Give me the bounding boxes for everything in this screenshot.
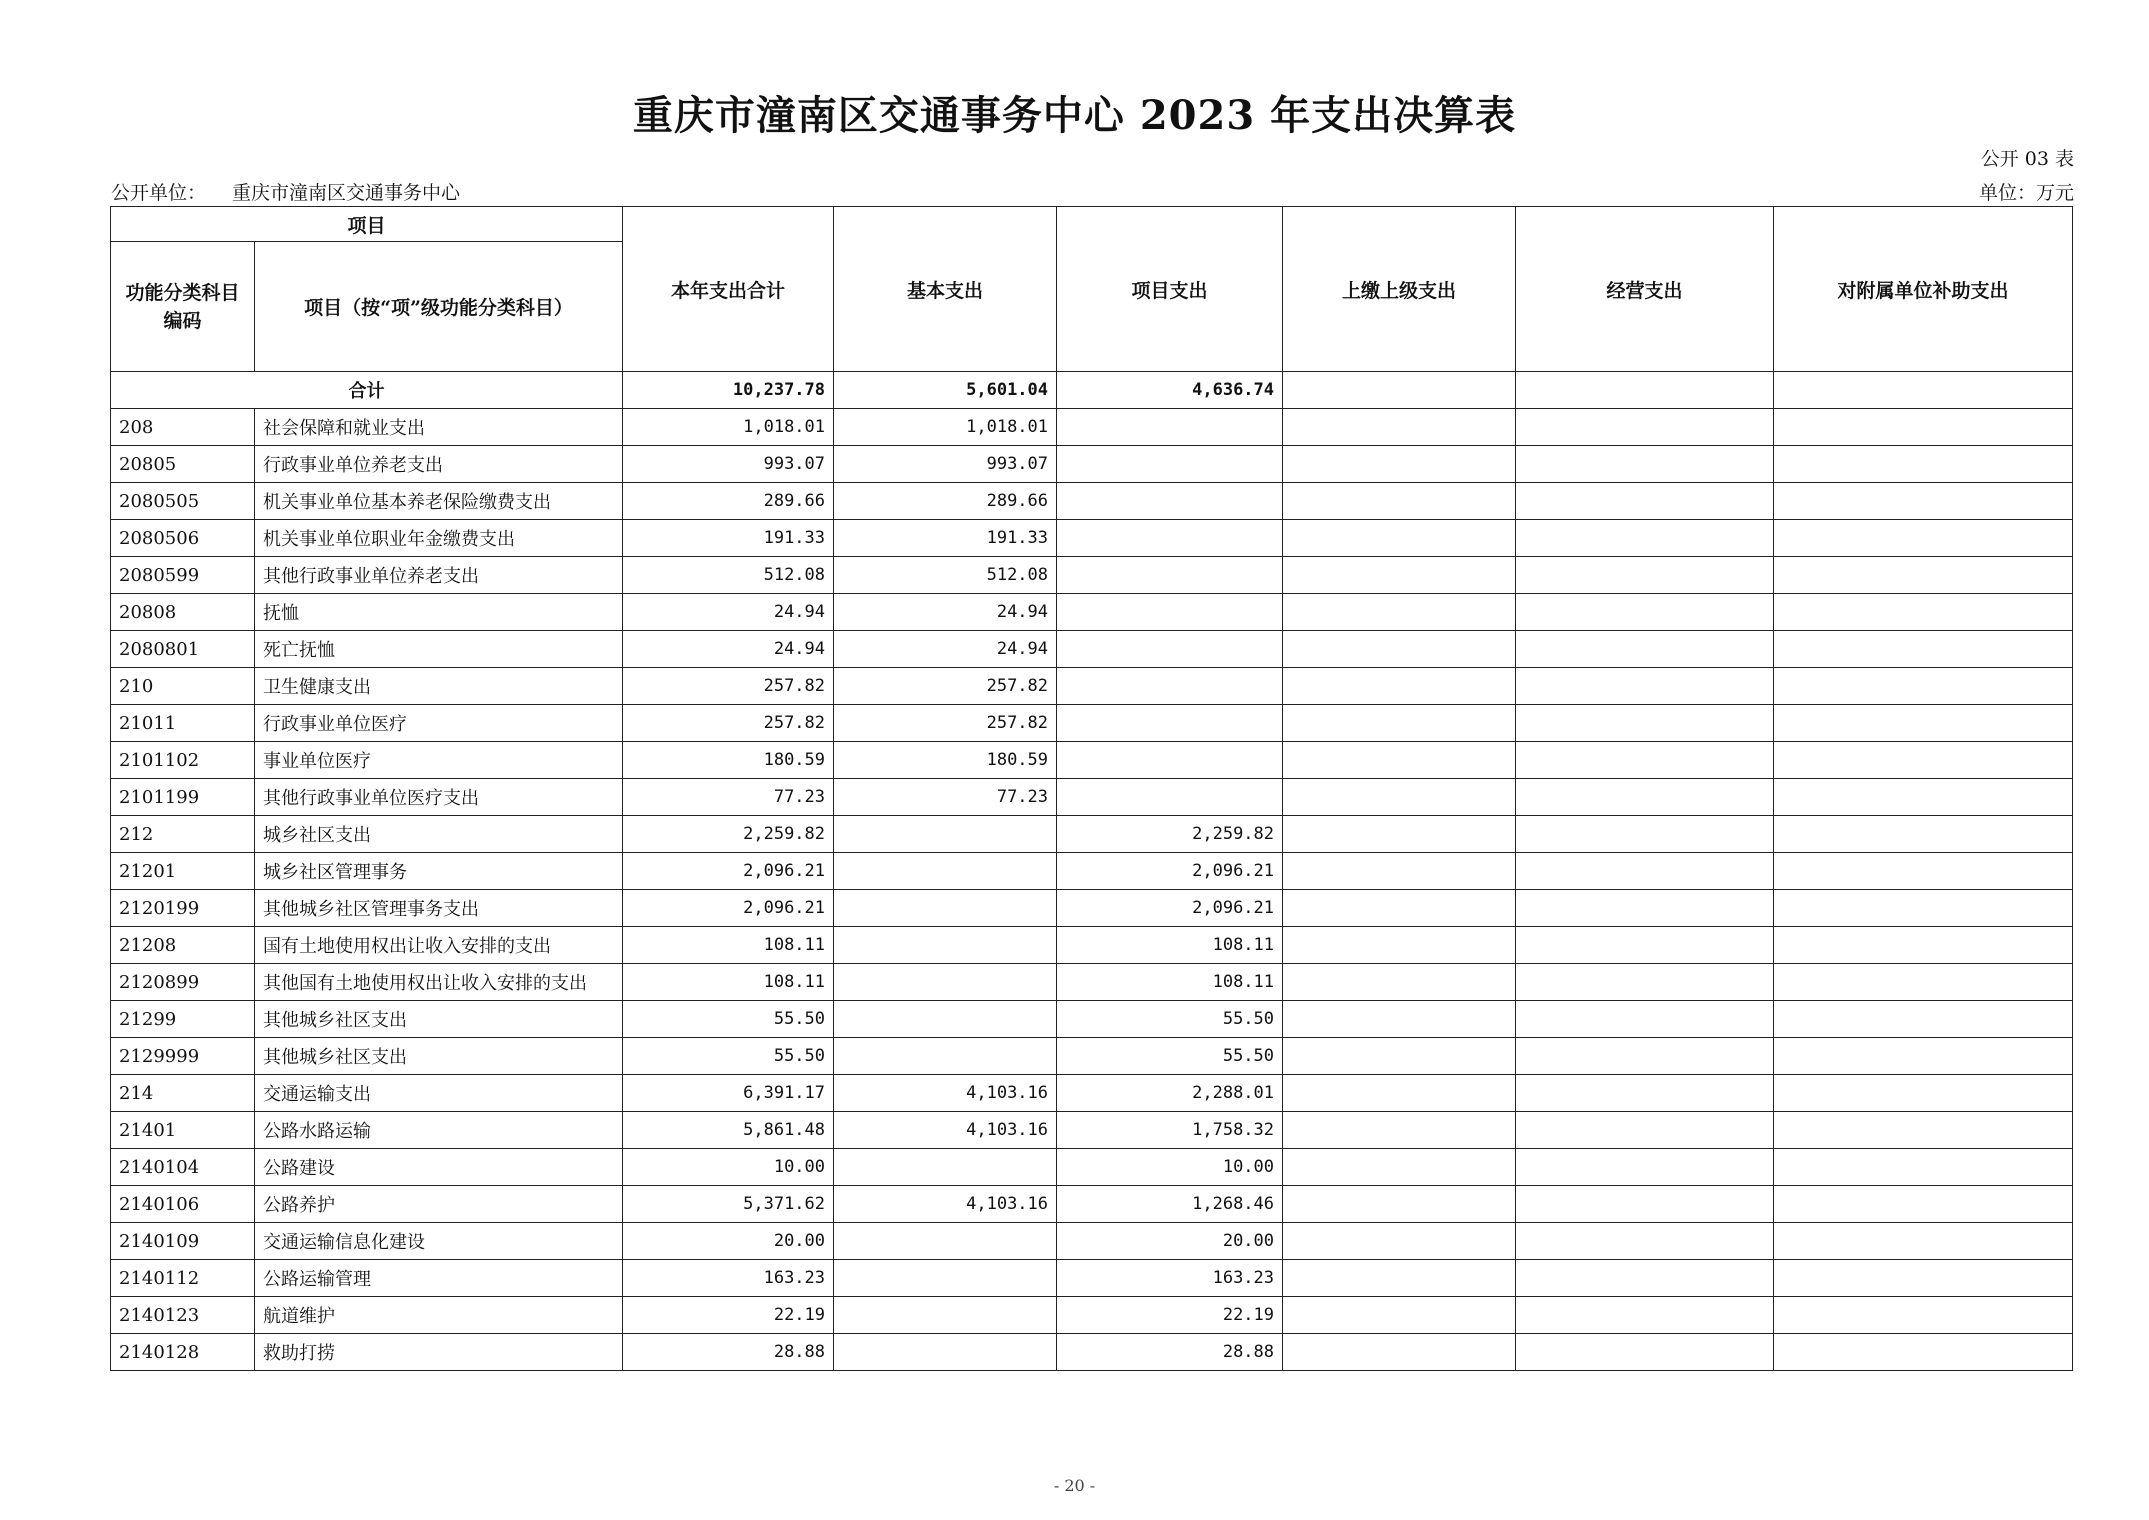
row-business [1516, 1038, 1774, 1075]
row-name: 抚恤 [255, 594, 623, 631]
row-business [1516, 779, 1774, 816]
table-row [111, 483, 2073, 520]
row-upper [1283, 779, 1516, 816]
header-code: 功能分类科目编码 [111, 242, 255, 372]
row-name: 救助打捞 [255, 1334, 623, 1371]
publishing-unit-name: 重庆市潼南区交通事务中心 [232, 182, 461, 204]
row-name: 其他城乡社区支出 [255, 1001, 623, 1038]
row-project: 2,096.21 [1057, 853, 1283, 890]
row-code: 2140112 [111, 1260, 255, 1297]
table-row [111, 853, 2073, 890]
row-code: 2120899 [111, 964, 255, 1001]
row-total: 993.07 [623, 446, 834, 483]
row-name: 城乡社区管理事务 [255, 853, 623, 890]
row-name: 事业单位医疗 [255, 742, 623, 779]
page-number: - 20 - [1053, 1476, 1096, 1495]
row-basic: 257.82 [834, 668, 1057, 705]
row-project [1057, 705, 1283, 742]
publishing-unit [111, 178, 486, 205]
row-project: 10.00 [1057, 1149, 1283, 1186]
table-row [111, 890, 2073, 927]
row-basic [834, 1334, 1057, 1371]
row-subsidy [1774, 1260, 2073, 1297]
table-row [111, 520, 2073, 557]
row-upper [1283, 853, 1516, 890]
row-basic [834, 1260, 1057, 1297]
row-basic: 24.94 [834, 594, 1057, 631]
row-project: 108.11 [1057, 927, 1283, 964]
table-row [111, 1149, 2073, 1186]
row-total: 6,391.17 [623, 1075, 834, 1112]
row-basic: 180.59 [834, 742, 1057, 779]
row-project [1057, 520, 1283, 557]
row-total: 24.94 [623, 594, 834, 631]
row-project: 55.50 [1057, 1001, 1283, 1038]
table-row [111, 1112, 2073, 1149]
row-upper [1283, 557, 1516, 594]
row-basic: 191.33 [834, 520, 1057, 557]
row-upper [1283, 816, 1516, 853]
table-row [111, 1186, 2073, 1223]
row-subsidy [1774, 483, 2073, 520]
row-project: 2,259.82 [1057, 816, 1283, 853]
row-upper [1283, 1038, 1516, 1075]
row-basic [834, 853, 1057, 890]
row-subsidy [1774, 520, 2073, 557]
row-project: 28.88 [1057, 1334, 1283, 1371]
row-basic [834, 964, 1057, 1001]
row-total: 2,259.82 [623, 816, 834, 853]
row-business [1516, 742, 1774, 779]
row-basic [834, 890, 1057, 927]
row-total: 20.00 [623, 1223, 834, 1260]
row-name: 其他行政事业单位医疗支出 [255, 779, 623, 816]
row-total: 55.50 [623, 1038, 834, 1075]
row-upper [1283, 409, 1516, 446]
row-subsidy [1774, 1334, 2073, 1371]
row-subsidy [1774, 705, 2073, 742]
row-project [1057, 742, 1283, 779]
row-total: 22.19 [623, 1297, 834, 1334]
row-name: 其他城乡社区支出 [255, 1038, 623, 1075]
row-business [1516, 853, 1774, 890]
row-code: 21011 [111, 705, 255, 742]
row-code: 208 [111, 409, 255, 446]
row-subsidy [1774, 1038, 2073, 1075]
row-upper [1283, 668, 1516, 705]
expenditure-table [110, 206, 2073, 1371]
row-project [1057, 483, 1283, 520]
row-code: 21299 [111, 1001, 255, 1038]
row-name: 交通运输支出 [255, 1075, 623, 1112]
row-business [1516, 446, 1774, 483]
table-row [111, 1260, 2073, 1297]
table-row [111, 1334, 2073, 1371]
row-name: 公路水路运输 [255, 1112, 623, 1149]
row-upper [1283, 594, 1516, 631]
total-row [111, 372, 2073, 409]
row-business [1516, 964, 1774, 1001]
row-business [1516, 927, 1774, 964]
row-project: 163.23 [1057, 1260, 1283, 1297]
row-upper [1283, 964, 1516, 1001]
table-row [111, 779, 2073, 816]
header-business: 经营支出 [1516, 207, 1774, 372]
row-subsidy [1774, 557, 2073, 594]
money-unit: 单位：万元 [1978, 182, 2074, 204]
row-basic: 289.66 [834, 483, 1057, 520]
table-row [111, 1075, 2073, 1112]
row-business [1516, 594, 1774, 631]
row-code: 210 [111, 668, 255, 705]
row-total: 2,096.21 [623, 853, 834, 890]
row-business [1516, 705, 1774, 742]
row-business [1516, 409, 1774, 446]
row-code: 2140106 [111, 1186, 255, 1223]
row-project: 2,096.21 [1057, 890, 1283, 927]
row-total: 191.33 [623, 520, 834, 557]
table-row [111, 742, 2073, 779]
row-name: 机关事业单位职业年金缴费支出 [255, 520, 623, 557]
row-code: 2140128 [111, 1334, 255, 1371]
row-business [1516, 816, 1774, 853]
row-subsidy [1774, 1001, 2073, 1038]
row-code: 2140109 [111, 1223, 255, 1260]
row-subsidy [1774, 1075, 2073, 1112]
row-subsidy [1774, 779, 2073, 816]
row-subsidy [1774, 631, 2073, 668]
row-upper [1283, 927, 1516, 964]
row-basic [834, 1149, 1057, 1186]
row-basic: 512.08 [834, 557, 1057, 594]
header-project: 项目支出 [1057, 207, 1283, 372]
row-name: 公路建设 [255, 1149, 623, 1186]
row-business [1516, 890, 1774, 927]
row-subsidy [1774, 409, 2073, 446]
row-subsidy [1774, 1112, 2073, 1149]
row-total: 180.59 [623, 742, 834, 779]
row-project: 1,758.32 [1057, 1112, 1283, 1149]
row-subsidy [1774, 446, 2073, 483]
row-project: 2,288.01 [1057, 1075, 1283, 1112]
table-row [111, 927, 2073, 964]
table-row [111, 1223, 2073, 1260]
row-code: 21401 [111, 1112, 255, 1149]
row-upper [1283, 1297, 1516, 1334]
row-business [1516, 1075, 1774, 1112]
row-name: 其他行政事业单位养老支出 [255, 557, 623, 594]
row-code: 2080599 [111, 557, 255, 594]
total-upper [1283, 372, 1516, 409]
row-basic: 4,103.16 [834, 1112, 1057, 1149]
row-name: 行政事业单位养老支出 [255, 446, 623, 483]
row-business [1516, 1001, 1774, 1038]
row-business [1516, 483, 1774, 520]
row-total: 512.08 [623, 557, 834, 594]
row-project [1057, 557, 1283, 594]
total-subsidy [1774, 372, 2073, 409]
row-code: 21208 [111, 927, 255, 964]
row-upper [1283, 1112, 1516, 1149]
row-basic [834, 1223, 1057, 1260]
table-row [111, 1038, 2073, 1075]
row-basic: 257.82 [834, 705, 1057, 742]
row-code: 20808 [111, 594, 255, 631]
row-name: 死亡抚恤 [255, 631, 623, 668]
row-upper [1283, 1223, 1516, 1260]
row-business [1516, 520, 1774, 557]
row-subsidy [1774, 816, 2073, 853]
row-basic: 4,103.16 [834, 1186, 1057, 1223]
row-total: 1,018.01 [623, 409, 834, 446]
header-total: 本年支出合计 [623, 207, 834, 372]
row-upper [1283, 742, 1516, 779]
row-total: 257.82 [623, 705, 834, 742]
row-business [1516, 1260, 1774, 1297]
header-name: 项目（按“项”级功能分类科目） [255, 242, 623, 372]
row-basic [834, 1038, 1057, 1075]
row-subsidy [1774, 594, 2073, 631]
row-basic: 24.94 [834, 631, 1057, 668]
row-subsidy [1774, 1186, 2073, 1223]
row-business [1516, 1334, 1774, 1371]
table-row [111, 631, 2073, 668]
row-name: 交通运输信息化建设 [255, 1223, 623, 1260]
table-row [111, 816, 2073, 853]
publishing-unit-label: 公开单位： [111, 182, 207, 204]
total-business [1516, 372, 1774, 409]
page-title: 重庆市潼南区交通事务中心 2023 年支出决算表 [632, 92, 1517, 139]
row-basic: 77.23 [834, 779, 1057, 816]
row-project [1057, 446, 1283, 483]
table-row [111, 594, 2073, 631]
row-basic [834, 1001, 1057, 1038]
row-project: 20.00 [1057, 1223, 1283, 1260]
row-total: 5,861.48 [623, 1112, 834, 1149]
row-upper [1283, 1149, 1516, 1186]
row-name: 其他城乡社区管理事务支出 [255, 890, 623, 927]
row-business [1516, 1186, 1774, 1223]
row-total: 108.11 [623, 927, 834, 964]
row-name: 公路养护 [255, 1186, 623, 1223]
row-basic: 1,018.01 [834, 409, 1057, 446]
row-name: 机关事业单位基本养老保险缴费支出 [255, 483, 623, 520]
header-upper: 上缴上级支出 [1283, 207, 1516, 372]
row-upper [1283, 483, 1516, 520]
row-upper [1283, 1075, 1516, 1112]
table-row [111, 446, 2073, 483]
header-item-group: 项目 [111, 207, 623, 242]
row-subsidy [1774, 927, 2073, 964]
row-name: 其他国有土地使用权出让收入安排的支出 [255, 964, 623, 1001]
row-basic: 993.07 [834, 446, 1057, 483]
row-total: 289.66 [623, 483, 834, 520]
row-upper [1283, 1001, 1516, 1038]
row-code: 212 [111, 816, 255, 853]
row-total: 257.82 [623, 668, 834, 705]
row-upper [1283, 446, 1516, 483]
row-subsidy [1774, 964, 2073, 1001]
row-project [1057, 779, 1283, 816]
table-row [111, 668, 2073, 705]
row-business [1516, 668, 1774, 705]
row-project: 1,268.46 [1057, 1186, 1283, 1223]
row-project [1057, 409, 1283, 446]
total-sum: 10,237.78 [623, 372, 834, 409]
table-row [111, 705, 2073, 742]
form-number: 公开 03 表 [1980, 148, 2074, 170]
row-project [1057, 631, 1283, 668]
row-code: 2120199 [111, 890, 255, 927]
row-total: 5,371.62 [623, 1186, 834, 1223]
table-row [111, 1001, 2073, 1038]
table-row [111, 964, 2073, 1001]
row-code: 2080801 [111, 631, 255, 668]
row-business [1516, 1297, 1774, 1334]
row-name: 国有土地使用权出让收入安排的支出 [255, 927, 623, 964]
row-code: 214 [111, 1075, 255, 1112]
total-project: 4,636.74 [1057, 372, 1283, 409]
row-name: 卫生健康支出 [255, 668, 623, 705]
row-basic [834, 927, 1057, 964]
row-code: 2080505 [111, 483, 255, 520]
row-subsidy [1774, 668, 2073, 705]
row-name: 航道维护 [255, 1297, 623, 1334]
row-code: 2101102 [111, 742, 255, 779]
row-total: 10.00 [623, 1149, 834, 1186]
row-name: 社会保障和就业支出 [255, 409, 623, 446]
total-basic: 5,601.04 [834, 372, 1057, 409]
row-name: 城乡社区支出 [255, 816, 623, 853]
row-subsidy [1774, 890, 2073, 927]
row-upper [1283, 1186, 1516, 1223]
row-basic [834, 816, 1057, 853]
table-row [111, 409, 2073, 446]
row-total: 24.94 [623, 631, 834, 668]
row-project: 22.19 [1057, 1297, 1283, 1334]
row-project: 55.50 [1057, 1038, 1283, 1075]
row-business [1516, 1112, 1774, 1149]
row-total: 55.50 [623, 1001, 834, 1038]
header-basic: 基本支出 [834, 207, 1057, 372]
header-subsidy: 对附属单位补助支出 [1774, 207, 2073, 372]
row-business [1516, 1149, 1774, 1186]
row-code: 2140104 [111, 1149, 255, 1186]
table-row [111, 1297, 2073, 1334]
row-business [1516, 1223, 1774, 1260]
row-total: 108.11 [623, 964, 834, 1001]
row-project [1057, 594, 1283, 631]
row-upper [1283, 890, 1516, 927]
row-upper [1283, 705, 1516, 742]
row-project [1057, 668, 1283, 705]
row-name: 公路运输管理 [255, 1260, 623, 1297]
row-code: 2101199 [111, 779, 255, 816]
row-project: 108.11 [1057, 964, 1283, 1001]
row-basic [834, 1297, 1057, 1334]
total-label: 合计 [111, 372, 623, 409]
row-total: 2,096.21 [623, 890, 834, 927]
row-total: 163.23 [623, 1260, 834, 1297]
row-code: 2129999 [111, 1038, 255, 1075]
row-code: 21201 [111, 853, 255, 890]
row-subsidy [1774, 1223, 2073, 1260]
row-code: 20805 [111, 446, 255, 483]
row-upper [1283, 1260, 1516, 1297]
row-subsidy [1774, 1297, 2073, 1334]
table-row [111, 557, 2073, 594]
row-upper [1283, 520, 1516, 557]
row-business [1516, 557, 1774, 594]
row-subsidy [1774, 742, 2073, 779]
row-name: 行政事业单位医疗 [255, 705, 623, 742]
row-subsidy [1774, 1149, 2073, 1186]
row-basic: 4,103.16 [834, 1075, 1057, 1112]
row-code: 2140123 [111, 1297, 255, 1334]
row-subsidy [1774, 853, 2073, 890]
row-code: 2080506 [111, 520, 255, 557]
row-upper [1283, 631, 1516, 668]
row-total: 28.88 [623, 1334, 834, 1371]
row-upper [1283, 1334, 1516, 1371]
row-business [1516, 631, 1774, 668]
row-total: 77.23 [623, 779, 834, 816]
